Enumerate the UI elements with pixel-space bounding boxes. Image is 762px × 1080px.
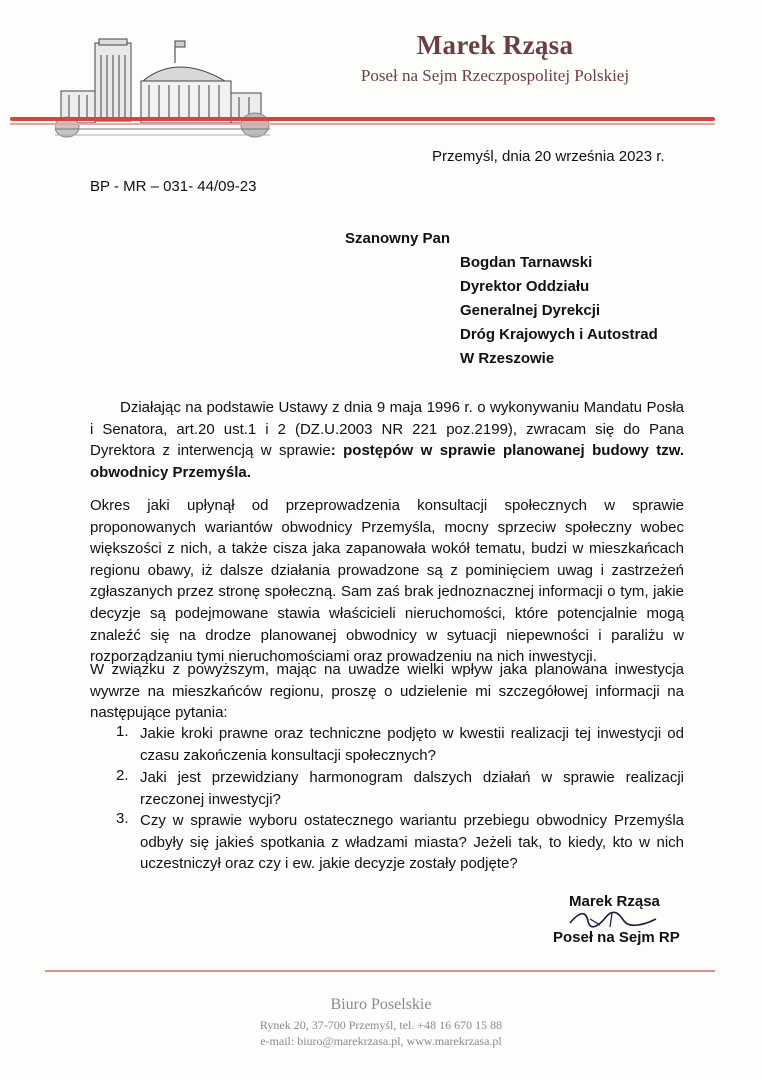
letterhead-divider-shadow — [10, 123, 715, 125]
recipient-line: W Rzeszowie — [460, 350, 555, 367]
paragraph-request: W związku z powyższym, mając na uwadze wielki wpływ jaka planowana inwestycja wywrze na mieszkańców regionu, proszę o udzielenie mi szczegółowej informacji na następujące pytania: — [90, 661, 684, 722]
recipient-line: Generalnej Dyrekcji — [460, 302, 601, 319]
footer-address: Rynek 20, 37-700 Przemyśl, tel. +48 16 670 15 88 — [259, 1018, 503, 1032]
question-number: 3. — [116, 810, 129, 827]
salutation: Szanowny Pan — [345, 230, 451, 247]
reference-number: BP - MR – 031- 44/09-23 — [90, 178, 257, 195]
question-number: 1. — [116, 723, 129, 740]
recipient-line: Bogdan Tarnawski — [460, 254, 593, 271]
signatory-title: Poseł na Sejm RP — [553, 929, 680, 946]
place-and-date: Przemyśl, dnia 20 września 2023 r. — [432, 148, 665, 165]
intro-subject: : postępów w sprawie planowanej budowy tzw. obwodnicy Przemyśla. — [90, 442, 685, 481]
intro-paragraph — [90, 397, 684, 483]
paragraph-context: Okres jaki upłynął od przeprowadzenia konsultacji społecznych w sprawie proponowanych wariantów obwodnicy Przemyśla, mocny sprzeciw społeczny wobec większości z nich, a także cisza jaka zapanowała wokół tematu, budzi w mieszkańcach regionu obawy, iż dalsze działania prowadzone są z pominięciem uwag i zastrzeżeń zgłaszanych przez stronę społeczną. Sam zaś brak jednoznacznej informacji o tym, jakie decyzje są podejmowane stawia właścicieli nieruchomości, które potencjalnie mogą znaleźć się na drodze planowanej obwodnicy w sytuacji niepewności i paraliżu w rozporządzaniu tymi nieruchomościami oraz prowadzeniu na nich inwestycji. — [90, 497, 684, 666]
sejm-building-logo — [55, 35, 270, 145]
footer-office-title: Biuro Poselskie — [330, 996, 432, 1013]
question-text: Jaki jest przewidziany harmonogram dalszych działań w sprawie realizacji rzeczonej inwestycji? — [140, 769, 684, 808]
question-number: 2. — [116, 767, 129, 784]
question-text: Jakie kroki prawne oraz techniczne podjęto w kwestii realizacji tej inwestycji od czasu zakończenia konsultacji społecznych? — [140, 725, 684, 764]
letterhead-name: Marek Rząsa — [416, 30, 574, 60]
signatory-name: Marek Rząsa — [569, 893, 660, 910]
footer-divider — [45, 970, 715, 972]
footer-contact: e-mail: biuro@marekrzasa.pl, www.marekrzasa.pl — [260, 1034, 502, 1048]
question-text: Czy w sprawie wyboru ostatecznego wariantu przebiegu obwodnicy Przemyśla odbyły się jakieś spotkania z władzami miasta? Jeżeli tak, to kiedy, kto w nich uczestniczył oraz czy i ew. jakie decyzje zostały podjęte? — [140, 812, 684, 873]
letterhead-subtitle: Poseł na Sejm Rzeczpospolitej Polskiej — [360, 66, 630, 85]
intro-text: Działając na podstawie Ustawy z dnia 9 maja 1996 r. o wykonywaniu Mandatu Posła i Senatora, art.20 ust.1 i 2 (DZ.U.2003 NR 221 poz.2199), zwracam się do Pana Dyrektora z interwencją w sprawie — [90, 399, 684, 460]
letterhead-divider — [10, 117, 715, 121]
recipient-line: Dyrektor Oddziału — [460, 278, 590, 295]
recipient-line: Dróg Krajowych i Autostrad — [460, 326, 658, 343]
